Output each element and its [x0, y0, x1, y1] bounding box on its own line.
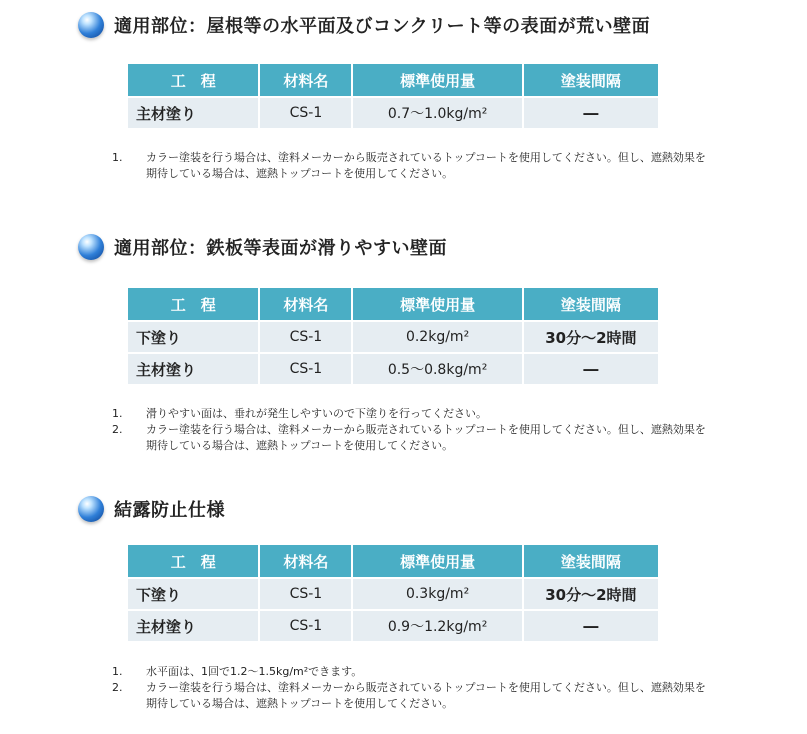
- cell-material: CS-1: [260, 352, 353, 384]
- cell-material: CS-1: [260, 320, 353, 352]
- section-heading: [78, 494, 225, 524]
- notes-list: [112, 664, 712, 712]
- table-row: [128, 96, 658, 128]
- header-interval: 塗装間隔: [524, 64, 658, 96]
- blue-sphere-bullet-icon: [78, 234, 104, 260]
- section-title: 適用部位：屋根等の水平面及びコンクリート等の表面が荒い壁面: [114, 16, 651, 37]
- cell-interval: 30分～2時間: [524, 577, 658, 609]
- spec-table: [128, 545, 658, 641]
- table-header-row: [128, 64, 658, 96]
- cell-amount: 0.2kg/m²: [353, 320, 523, 352]
- cell-process: 下塗り: [128, 577, 260, 609]
- note-text: カラー塗装を行う場合は、塗料メーカーから販売されているトップコートを使用してください。但し、遮熱効果を期待している場合は、遮熱トップコートを使用してください。: [146, 151, 706, 180]
- note-text: カラー塗装を行う場合は、塗料メーカーから販売されているトップコートを使用してください。但し、遮熱効果を期待している場合は、遮熱トップコートを使用してください。: [146, 423, 706, 452]
- cell-process: 主材塗り: [128, 96, 260, 128]
- spec-table: [128, 288, 658, 384]
- header-process: 工 程: [128, 64, 260, 96]
- table-row: [128, 609, 658, 641]
- notes-list: [112, 150, 712, 182]
- cell-process: 主材塗り: [128, 352, 260, 384]
- header-material: 材料名: [260, 545, 353, 577]
- section-heading: [78, 232, 447, 262]
- cell-material: CS-1: [260, 609, 353, 641]
- section-title: 結露防止仕様: [114, 500, 225, 521]
- cell-material: CS-1: [260, 577, 353, 609]
- note-number: 2.: [112, 681, 123, 694]
- header-material: 材料名: [260, 64, 353, 96]
- note-text: 水平面は、1回で1.2～1.5kg/m²できます。: [146, 665, 363, 678]
- cell-interval: 30分～2時間: [524, 320, 658, 352]
- cell-process: 主材塗り: [128, 609, 260, 641]
- section-heading: [78, 10, 650, 40]
- note-number: 1.: [112, 407, 123, 420]
- cell-amount: 0.9～1.2kg/m²: [353, 609, 523, 641]
- header-interval: 塗装間隔: [524, 545, 658, 577]
- note-item: [112, 150, 712, 182]
- table-row: [128, 320, 658, 352]
- note-item: [112, 406, 712, 422]
- blue-sphere-bullet-icon: [78, 496, 104, 522]
- note-item: [112, 680, 712, 712]
- note-item: [112, 664, 712, 680]
- cell-amount: 0.3kg/m²: [353, 577, 523, 609]
- header-interval: 塗装間隔: [524, 288, 658, 320]
- cell-interval: ―: [524, 96, 658, 128]
- header-process: 工 程: [128, 288, 260, 320]
- note-item: [112, 422, 712, 454]
- note-text: カラー塗装を行う場合は、塗料メーカーから販売されているトップコートを使用してください。但し、遮熱効果を期待している場合は、遮熱トップコートを使用してください。: [146, 681, 706, 710]
- cell-amount: 0.7～1.0kg/m²: [353, 96, 523, 128]
- blue-sphere-bullet-icon: [78, 12, 104, 38]
- cell-interval: ―: [524, 609, 658, 641]
- header-material: 材料名: [260, 288, 353, 320]
- note-text: 滑りやすい面は、垂れが発生しやすいので下塗りを行ってください。: [146, 407, 487, 420]
- note-number: 1.: [112, 665, 123, 678]
- cell-amount: 0.5～0.8kg/m²: [353, 352, 523, 384]
- header-amount: 標準使用量: [353, 288, 523, 320]
- cell-process: 下塗り: [128, 320, 260, 352]
- table-row: [128, 352, 658, 384]
- notes-list: [112, 406, 712, 454]
- spec-table: [128, 64, 658, 128]
- section-title: 適用部位：鉄板等表面が滑りやすい壁面: [114, 238, 447, 259]
- cell-interval: ―: [524, 352, 658, 384]
- cell-material: CS-1: [260, 96, 353, 128]
- table-row: [128, 577, 658, 609]
- header-amount: 標準使用量: [353, 64, 523, 96]
- header-process: 工 程: [128, 545, 260, 577]
- note-number: 1.: [112, 151, 123, 164]
- header-amount: 標準使用量: [353, 545, 523, 577]
- table-header-row: [128, 288, 658, 320]
- table-header-row: [128, 545, 658, 577]
- note-number: 2.: [112, 423, 123, 436]
